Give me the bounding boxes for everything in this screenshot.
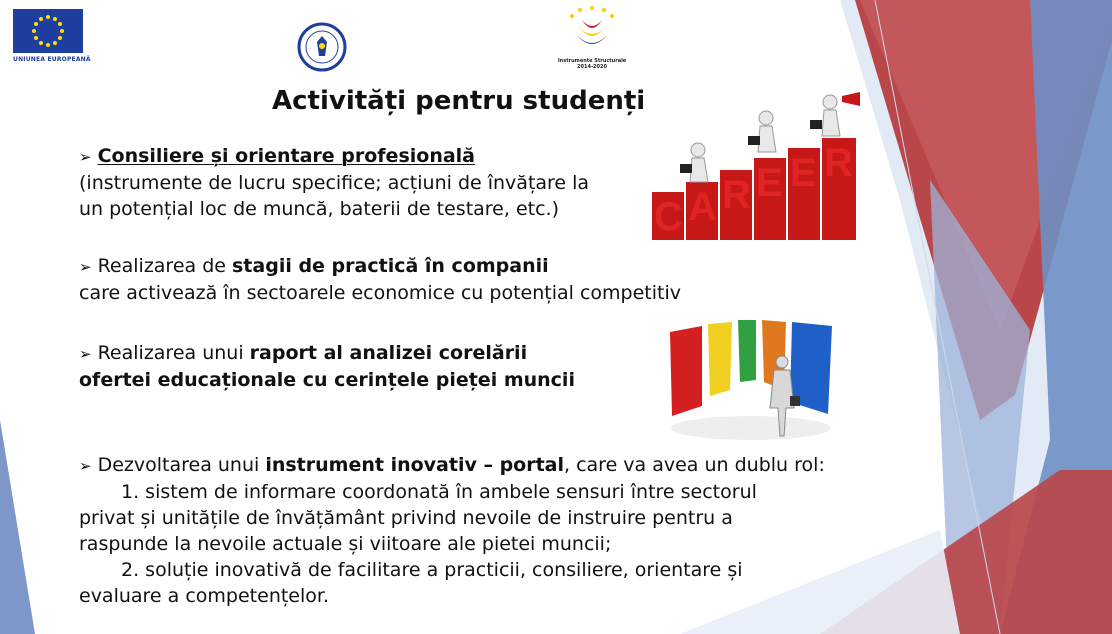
item-consiliere: ➢ Consiliere și orientare profesională (instrumente de lucru specifice; acțiuni de învățare la un potențial loc de muncă, baterii de testare, etc.)	[79, 145, 590, 220]
arrow-bullet-icon: ➢	[79, 258, 92, 276]
portal-role-2-line1: 2. soluție inovativă de facilitare a practicii, consiliere, orientare și	[121, 559, 743, 581]
portal-role-2-line2: evaluare a competențelor.	[79, 585, 330, 607]
career-letter-c: C	[654, 195, 683, 239]
eu-logo	[13, 9, 91, 65]
romanian-government-logo	[297, 22, 347, 72]
arrow-bullet-icon: ➢	[79, 457, 92, 475]
instrumente-structurale-logo	[552, 4, 632, 70]
career-illustration	[650, 92, 872, 242]
item-consiliere-line2: (instrumente de lucru specifice; acțiuni de învățare la	[79, 172, 590, 194]
career-letter-e2: E	[790, 151, 817, 195]
career-letter-e1: E	[756, 161, 783, 205]
item-raport-line2: ofertei educaționale cu cerințele pieței muncii	[79, 369, 575, 391]
eu-caption: UNIUNEA EUROPEANĂ	[13, 56, 91, 63]
instrumente-structurale-caption: Instrumente Structurale 2014-2020	[557, 58, 627, 70]
item-stagii-line2: care activează în sectoarele economice cu potențial competitiv	[79, 282, 681, 304]
career-letter-r1: R	[722, 173, 751, 217]
career-letter-a: A	[688, 185, 717, 229]
portal-role-1-line2: privat și unitățile de învățământ privind nevoile de instruire pentru a	[79, 507, 733, 529]
item-portal: ➢ Dezvoltarea unui instrument inovativ – portal, care va avea un dublu rol: 1. sistem de informare coordonată în ambele sensuri între sectorul privat și unitățile de învățământ privind nevoile de instruire pentru a raspunde la nevoile actuale și viitoare ale pietei muncii; 2. soluție inovativă de facilitare a practicii, consiliere, orientare și evaluare a competențelor.	[79, 454, 825, 607]
career-letter-r2: R	[824, 141, 853, 185]
page-title: Activități pentru studenți	[272, 86, 646, 116]
arrow-bullet-icon: ➢	[79, 148, 92, 166]
eu-flag	[13, 9, 83, 53]
portal-role-1-line3: raspunde la nevoile actuale și viitoare ale pietei muncii;	[79, 533, 612, 555]
item-stagii: ➢ Realizarea de stagii de practică în companii care activează în sectoarele economice cu potențial competitiv	[79, 255, 681, 304]
deco-blue-left	[0, 420, 35, 634]
portal-role-1-line1: 1. sistem de informare coordonată în ambele sensuri între sectorul	[121, 481, 757, 503]
item-raport: ➢ Realizarea unui raport al analizei corelării ofertei educaționale cu cerințele pieței muncii	[79, 342, 575, 391]
arrow-bullet-icon: ➢	[79, 345, 92, 363]
item-consiliere-line3: un potențial loc de muncă, baterii de testare, etc.)	[79, 198, 559, 220]
doors-illustration	[662, 318, 840, 442]
